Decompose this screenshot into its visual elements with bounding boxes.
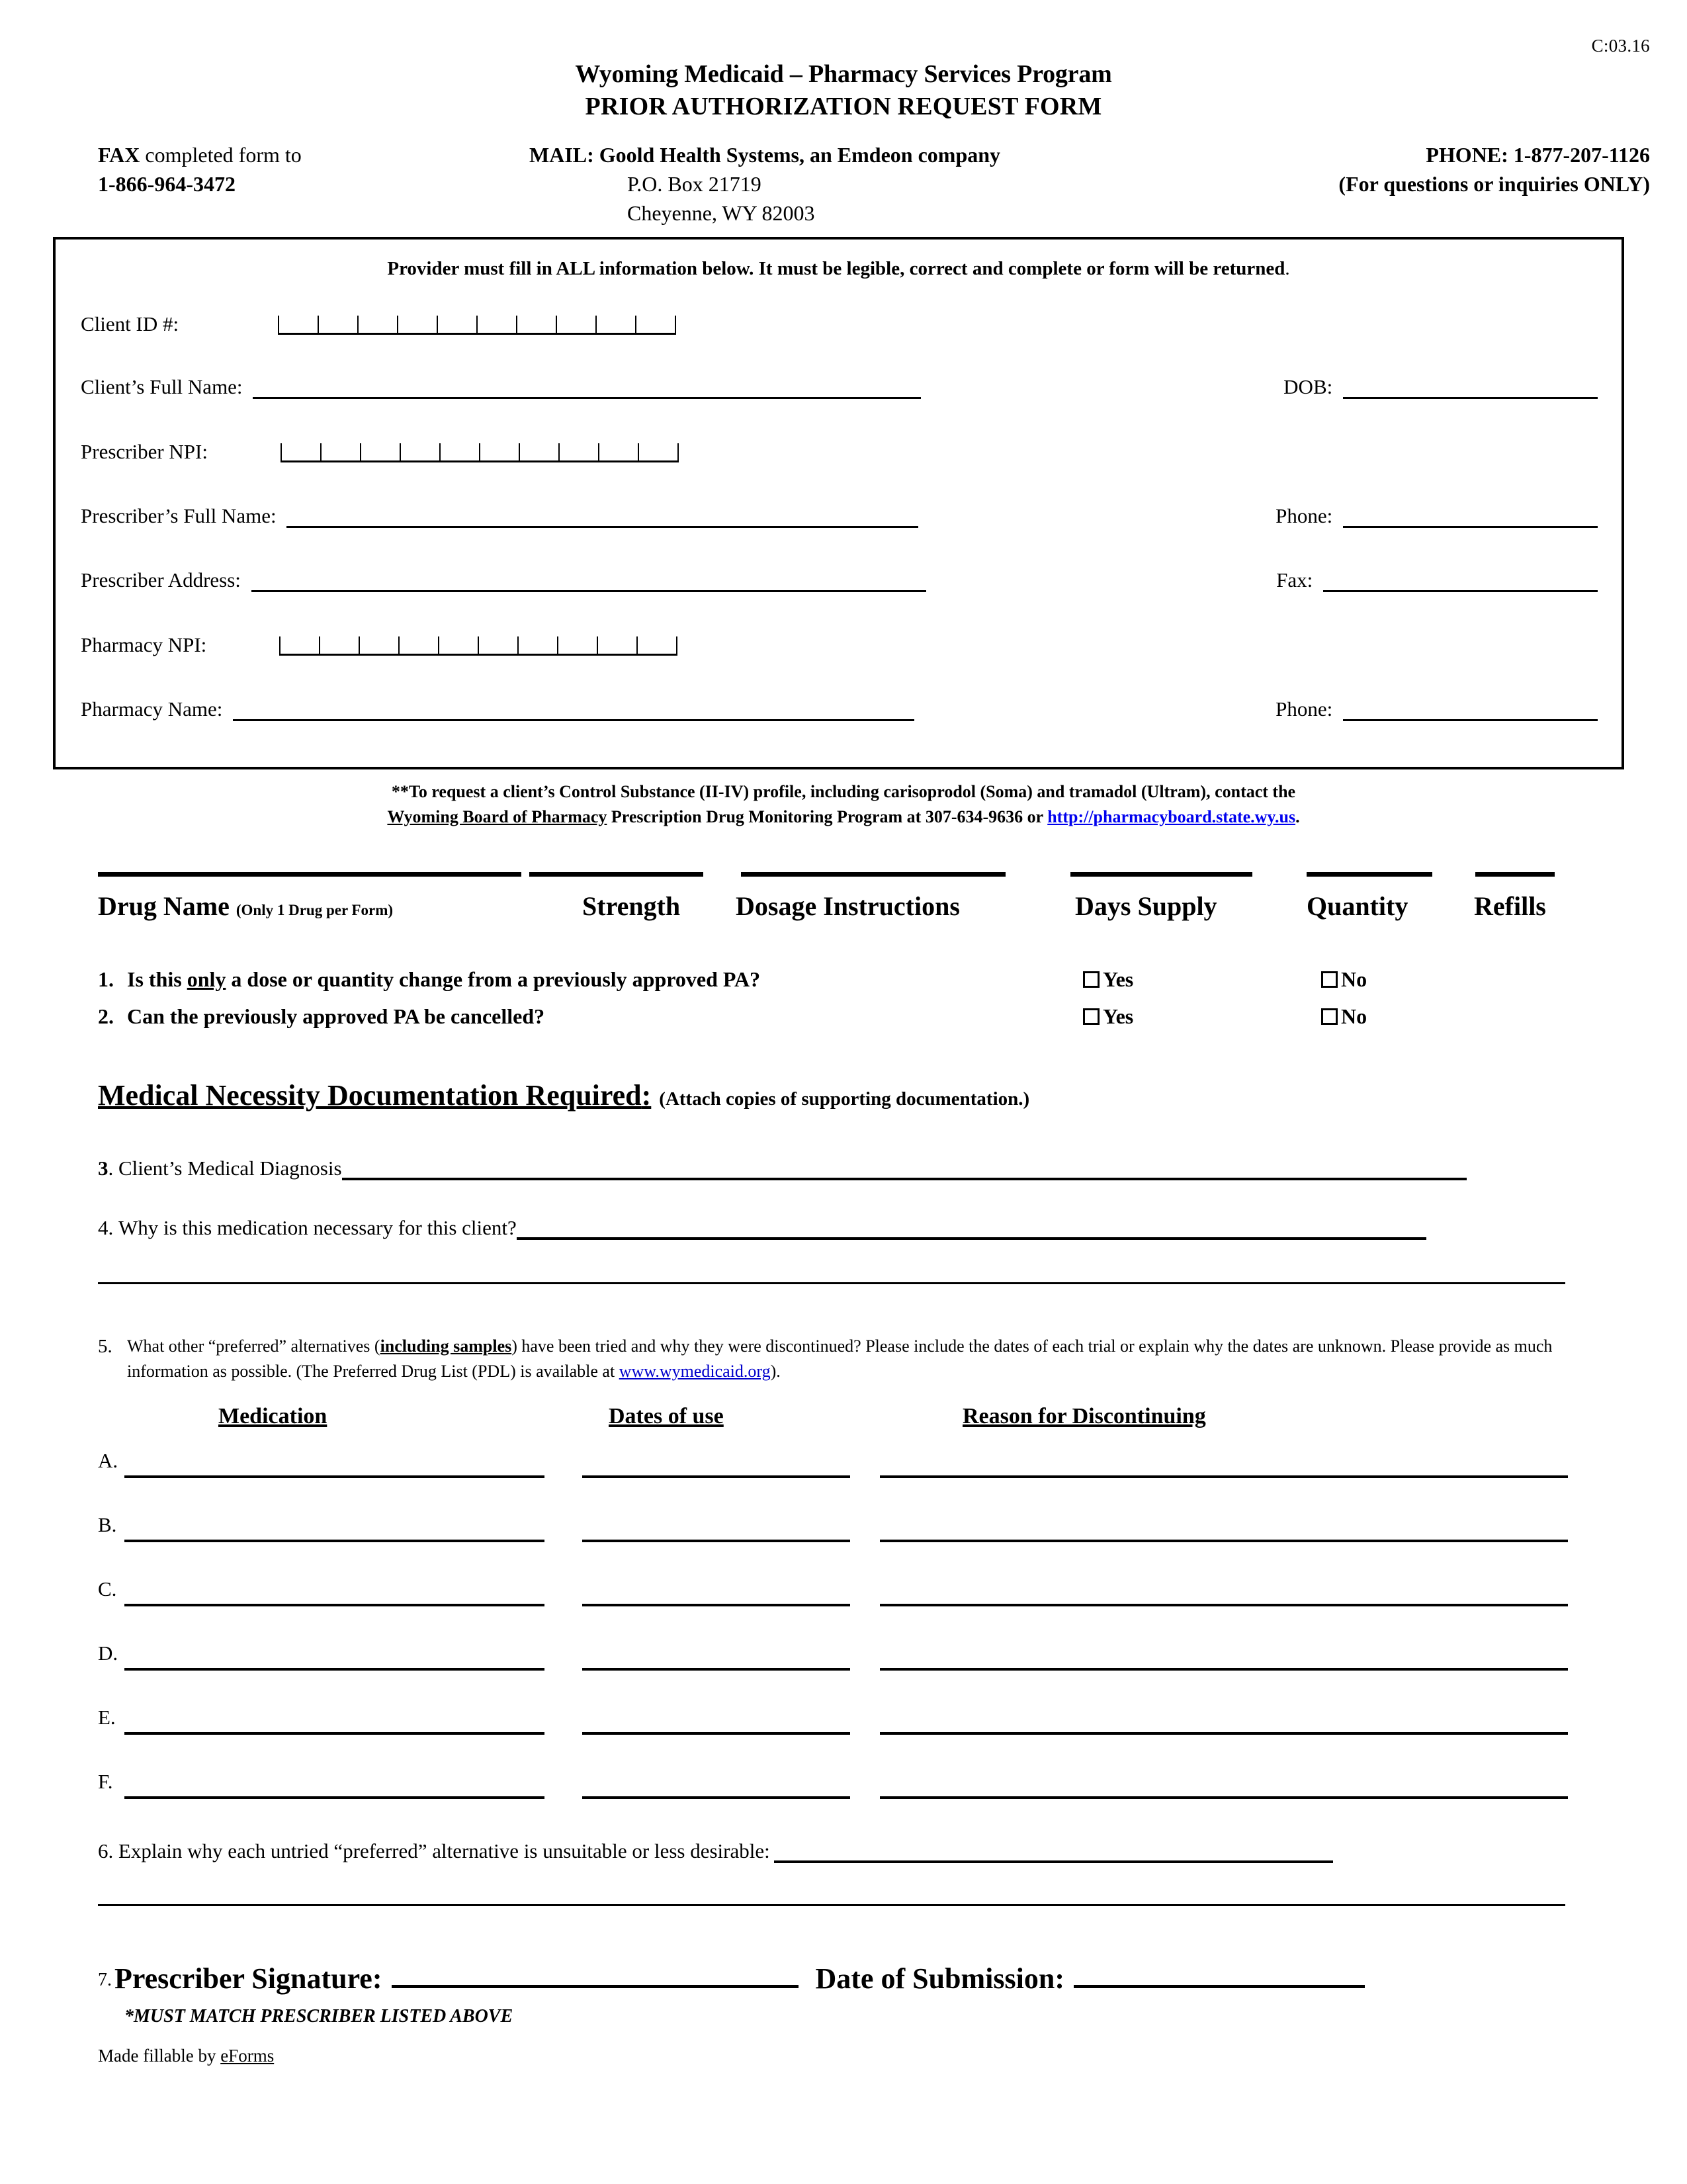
alternatives-row-label: F. xyxy=(98,1770,113,1793)
question-6-number: 6. xyxy=(98,1839,114,1862)
pharmacy-npi-label: Pharmacy NPI: xyxy=(81,633,207,656)
client-id-label: Client ID #: xyxy=(81,312,179,335)
question-2-yes-label: Yes xyxy=(1103,1004,1134,1028)
alternatives-medication-input[interactable] xyxy=(124,1475,544,1478)
field-prescriber-phone-row xyxy=(1276,504,1598,528)
question-5-text xyxy=(98,1334,1586,1384)
prescriber-npi-cell[interactable] xyxy=(638,443,679,462)
refills-input[interactable] xyxy=(1475,872,1555,877)
prescriber-npi-cell[interactable] xyxy=(598,443,638,462)
question-5-text-part3: ). xyxy=(770,1362,781,1381)
medical-necessity-heading-main xyxy=(98,1079,651,1112)
alternatives-row-label: C. xyxy=(98,1577,117,1600)
prescriber-signature-input[interactable] xyxy=(392,1984,799,1988)
field-client-id-row xyxy=(81,312,1598,336)
alternatives-row-label: B. xyxy=(98,1513,117,1536)
field-dob-row xyxy=(1283,375,1598,399)
prescriber-npi-cell[interactable] xyxy=(281,443,320,462)
question-5-number: 5. xyxy=(98,1336,112,1357)
control-substance-note-line1: **To request a client’s Control Substance (II-IV) profile, including carisoprodol (Soma) and tramadol (Ultram), contact the xyxy=(391,782,1296,801)
prescriber-address-input[interactable] xyxy=(251,573,926,592)
dosage-instructions-label: Dosage Instructions xyxy=(736,891,960,921)
alternatives-reason-input[interactable] xyxy=(880,1668,1568,1671)
contact-row xyxy=(0,140,1687,226)
phone-number-line: PHONE: 1-877-207-1126 xyxy=(1426,143,1650,167)
questions-1-2-block xyxy=(0,967,1687,1041)
pharmacy-npi-input[interactable] xyxy=(279,632,677,656)
pharmacy-npi-cell[interactable] xyxy=(517,636,557,656)
alternatives-dates-input[interactable] xyxy=(582,1540,850,1542)
phone-note-line: (For questions or inquiries ONLY) xyxy=(1338,172,1650,196)
control-substance-note xyxy=(0,779,1687,830)
question-5-text-part2: ) have been tried and why they were discontinued? Please include the dates of each trial or explain why the dates are unknown. Please provide as much information as possible. (The Preferred Drug List (PDL) is available at xyxy=(127,1336,1553,1381)
alternatives-row-label: D. xyxy=(98,1641,118,1665)
date-of-submission-input[interactable] xyxy=(1074,1984,1365,1988)
prescriber-npi-input[interactable] xyxy=(281,439,679,462)
box-instruction-period: . xyxy=(1285,258,1290,279)
alternatives-dates-input[interactable] xyxy=(582,1604,850,1606)
fax-label-line xyxy=(98,140,302,169)
alternatives-dates-input[interactable] xyxy=(582,1475,850,1478)
quantity-input[interactable] xyxy=(1307,872,1432,877)
pharmacy-npi-cell[interactable] xyxy=(359,636,398,656)
question-5-emphasis: including samples xyxy=(380,1336,512,1356)
mail-line-3: Cheyenne, WY 82003 xyxy=(627,201,815,225)
question-6-row xyxy=(98,1839,1333,1863)
pharmacy-npi-cell[interactable] xyxy=(597,636,636,656)
question-3-text: . Client’s Medical Diagnosis xyxy=(108,1157,342,1180)
alternatives-reason-input[interactable] xyxy=(880,1540,1568,1542)
client-id-cell[interactable] xyxy=(397,316,437,335)
alternatives-medication-input[interactable] xyxy=(124,1732,544,1735)
table-row xyxy=(0,1641,1687,1706)
fax-label-rest: completed form to xyxy=(140,143,302,167)
field-pharmacy-npi-row xyxy=(81,633,1598,657)
document-revision-code: C:03.16 xyxy=(1591,36,1650,56)
client-name-input[interactable] xyxy=(253,380,921,399)
pharmacy-npi-cell[interactable] xyxy=(557,636,597,656)
alternatives-reason-input[interactable] xyxy=(880,1796,1568,1799)
question-3-row xyxy=(98,1157,1467,1180)
alternatives-medication-input[interactable] xyxy=(124,1604,544,1606)
prescriber-phone-input[interactable] xyxy=(1343,509,1598,528)
prescriber-address-label: Prescriber Address: xyxy=(81,568,241,591)
pharmacy-npi-cell[interactable] xyxy=(319,636,359,656)
mail-contact-block xyxy=(529,140,1164,228)
question-1-text-part1: Is this xyxy=(127,967,187,991)
prescriber-npi-cell[interactable] xyxy=(400,443,439,462)
days-supply-label: Days Supply xyxy=(1075,891,1217,921)
client-id-cell[interactable] xyxy=(476,316,516,335)
pharmacy-npi-cell[interactable] xyxy=(279,636,319,656)
dosage-instructions-input[interactable] xyxy=(741,872,1006,877)
client-id-cell[interactable] xyxy=(595,316,635,335)
question-2-no-option[interactable] xyxy=(1321,1004,1367,1029)
drug-name-input-extra[interactable] xyxy=(529,872,595,877)
alternatives-dates-input[interactable] xyxy=(582,1668,850,1671)
alternatives-col-dates: Dates of use xyxy=(609,1404,724,1428)
question-1-yes-option[interactable] xyxy=(1083,967,1133,992)
drug-header-row xyxy=(0,872,1687,951)
question-4-input[interactable] xyxy=(517,1220,1426,1240)
question-5-row xyxy=(98,1334,1586,1384)
question-1-yes-checkbox[interactable] xyxy=(1083,971,1100,988)
prescriber-npi-cell[interactable] xyxy=(479,443,519,462)
prescriber-fax-input[interactable] xyxy=(1323,573,1598,592)
medical-necessity-subtext: (Attach copies of supporting documentation.) xyxy=(659,1088,1030,1110)
control-substance-note-line2 xyxy=(0,805,1687,830)
prescriber-signature-label: Prescriber Signature: xyxy=(114,1962,382,1995)
document-title-block xyxy=(0,58,1687,123)
drug-name-input[interactable] xyxy=(98,872,521,877)
table-row xyxy=(0,1513,1687,1577)
client-id-cell[interactable] xyxy=(556,316,595,335)
question-7-number: 7. xyxy=(98,1970,112,1990)
provider-information-box xyxy=(53,237,1624,769)
question-1-number: 1. xyxy=(98,967,114,991)
page-title-form: PRIOR AUTHORIZATION REQUEST FORM xyxy=(585,93,1102,120)
eforms-link[interactable]: eForms xyxy=(220,2046,275,2066)
dob-label: DOB: xyxy=(1283,375,1333,398)
question-2-yes-checkbox[interactable] xyxy=(1083,1008,1100,1025)
refills-label: Refills xyxy=(1474,891,1546,921)
question-7-row xyxy=(98,1962,1620,1995)
client-id-cell[interactable] xyxy=(278,316,318,335)
days-supply-input[interactable] xyxy=(1070,872,1252,877)
alternatives-row-label: A. xyxy=(98,1449,118,1472)
client-id-cell[interactable] xyxy=(357,316,397,335)
medical-necessity-heading xyxy=(98,1078,1029,1112)
question-2-number: 2. xyxy=(98,1004,114,1028)
question-6-input-continued[interactable] xyxy=(98,1904,1565,1906)
question-2-no-label: No xyxy=(1341,1004,1367,1028)
question-4-row xyxy=(98,1216,1426,1240)
alternatives-reason-input[interactable] xyxy=(880,1604,1568,1606)
pharmacy-name-label: Pharmacy Name: xyxy=(81,697,223,721)
pharmacy-phone-input[interactable] xyxy=(1343,702,1598,721)
date-of-submission-label: Date of Submission: xyxy=(815,1962,1064,1995)
question-2-yes-option[interactable] xyxy=(1083,1004,1133,1029)
alternatives-reason-input[interactable] xyxy=(880,1475,1568,1478)
pharmacy-phone-label: Phone: xyxy=(1276,697,1333,721)
prescriber-name-label: Prescriber’s Full Name: xyxy=(81,504,277,527)
control-substance-note-end: . xyxy=(1295,807,1300,826)
prescriber-npi-label: Prescriber NPI: xyxy=(81,440,208,463)
prescriber-fax-label: Fax: xyxy=(1276,568,1313,591)
table-row xyxy=(0,1770,1687,1834)
question-6-input[interactable] xyxy=(774,1843,1333,1863)
question-5-text-part1: What other “preferred” alternatives ( xyxy=(127,1336,380,1356)
alternatives-dates-input[interactable] xyxy=(582,1796,850,1799)
strength-label: Strength xyxy=(582,891,681,921)
strength-input[interactable] xyxy=(587,872,703,877)
mail-line-1: MAIL: Goold Health Systems, an Emdeon company xyxy=(529,143,1001,167)
dob-input[interactable] xyxy=(1343,380,1598,399)
prescriber-npi-cell[interactable] xyxy=(519,443,558,462)
drug-name-label xyxy=(98,891,393,922)
pharmacy-npi-cell[interactable] xyxy=(438,636,478,656)
box-instruction-note xyxy=(56,258,1622,280)
alternatives-medication-input[interactable] xyxy=(124,1796,544,1799)
pharmacy-npi-cell[interactable] xyxy=(398,636,438,656)
fax-label-bold: FAX xyxy=(98,143,140,167)
alternatives-col-medication: Medication xyxy=(218,1404,327,1428)
question-1-row xyxy=(0,967,1687,1004)
made-fillable-prefix: Made fillable by xyxy=(98,2046,221,2066)
question-2-text: Can the previously approved PA be cancelled? xyxy=(127,1004,545,1028)
prescriber-npi-cell[interactable] xyxy=(360,443,400,462)
alternatives-reason-input[interactable] xyxy=(880,1732,1568,1735)
quantity-label: Quantity xyxy=(1307,891,1408,921)
wyoming-board-of-pharmacy-label: Wyoming Board of Pharmacy xyxy=(387,807,607,826)
prescriber-npi-cell[interactable] xyxy=(439,443,479,462)
alternatives-medication-input[interactable] xyxy=(124,1540,544,1542)
table-row xyxy=(0,1577,1687,1641)
client-id-cell[interactable] xyxy=(635,316,676,335)
field-pharmacy-phone-row xyxy=(1276,697,1598,721)
made-fillable-footer xyxy=(98,2046,274,2066)
alternatives-dates-input[interactable] xyxy=(582,1732,850,1735)
page-title-program: Wyoming Medicaid – Pharmacy Services Program xyxy=(575,60,1112,88)
mail-line-2: P.O. Box 21719 xyxy=(627,172,761,196)
drug-name-label-main: Drug Name xyxy=(98,891,230,921)
pharmacy-name-input[interactable] xyxy=(233,702,914,721)
alternatives-table-rows xyxy=(0,1449,1687,1834)
pharmacy-board-link[interactable]: http://pharmacyboard.state.wy.us xyxy=(1047,807,1296,826)
prescriber-npi-cell[interactable] xyxy=(558,443,598,462)
question-1-no-option[interactable] xyxy=(1321,967,1367,992)
field-prescriber-npi-row xyxy=(81,440,1598,464)
field-prescriber-fax-row xyxy=(1276,568,1598,592)
question-3-number: 3 xyxy=(98,1157,108,1180)
question-1-no-checkbox[interactable] xyxy=(1321,971,1338,988)
table-row xyxy=(0,1449,1687,1513)
prescriber-phone-label: Phone: xyxy=(1276,504,1333,527)
client-id-cell[interactable] xyxy=(437,316,476,335)
alternatives-table-header xyxy=(0,1404,1687,1437)
fax-contact-block xyxy=(98,140,302,198)
alternatives-col-reason: Reason for Discontinuing xyxy=(963,1404,1206,1428)
question-6-text: Explain why each untried “preferred” alternative is unsuitable or less desirable: xyxy=(118,1839,770,1862)
drug-name-label-sub: (Only 1 Drug per Form) xyxy=(236,902,394,918)
client-name-label: Client’s Full Name: xyxy=(81,375,243,398)
question-1-text-part2: a dose or quantity change from a previously approved PA? xyxy=(226,967,761,991)
medical-necessity-heading-text: Medical Necessity Documentation Required xyxy=(98,1079,642,1112)
question-4-number: 4. xyxy=(98,1216,114,1239)
control-substance-note-mid: Prescription Drug Monitoring Program at 307-634-9636 or xyxy=(607,807,1048,826)
client-id-cell[interactable] xyxy=(516,316,556,335)
question-3-input[interactable] xyxy=(342,1160,1467,1180)
phone-contact-block xyxy=(1338,140,1650,198)
pharmacy-npi-cell[interactable] xyxy=(636,636,677,656)
pharmacy-npi-cell[interactable] xyxy=(478,636,517,656)
question-1-yes-label: Yes xyxy=(1103,967,1134,991)
prescriber-name-input[interactable] xyxy=(286,509,918,528)
question-1-no-label: No xyxy=(1341,967,1367,991)
box-instruction-text: Provider must fill in ALL information below. It must be legible, correct and complete or form will be returned xyxy=(387,258,1285,279)
client-id-cell[interactable] xyxy=(318,316,357,335)
question-2-no-checkbox[interactable] xyxy=(1321,1008,1338,1025)
table-row xyxy=(0,1706,1687,1770)
question-1-text xyxy=(127,967,760,992)
question-2-row xyxy=(0,1004,1687,1041)
medical-necessity-heading-colon: : xyxy=(641,1079,652,1112)
question-4-input-continued[interactable] xyxy=(98,1282,1565,1284)
alternatives-row-label: E. xyxy=(98,1706,116,1729)
client-id-input[interactable] xyxy=(278,311,676,335)
fax-number: 1-866-964-3472 xyxy=(98,172,236,196)
prescriber-npi-cell[interactable] xyxy=(320,443,360,462)
question-1-emphasis: only xyxy=(187,967,226,991)
must-match-note: *MUST MATCH PRESCRIBER LISTED ABOVE xyxy=(124,2006,513,2027)
wymedicaid-link[interactable]: www.wymedicaid.org xyxy=(619,1362,771,1381)
question-4-text: Why is this medication necessary for this client? xyxy=(118,1216,517,1239)
alternatives-medication-input[interactable] xyxy=(124,1668,544,1671)
